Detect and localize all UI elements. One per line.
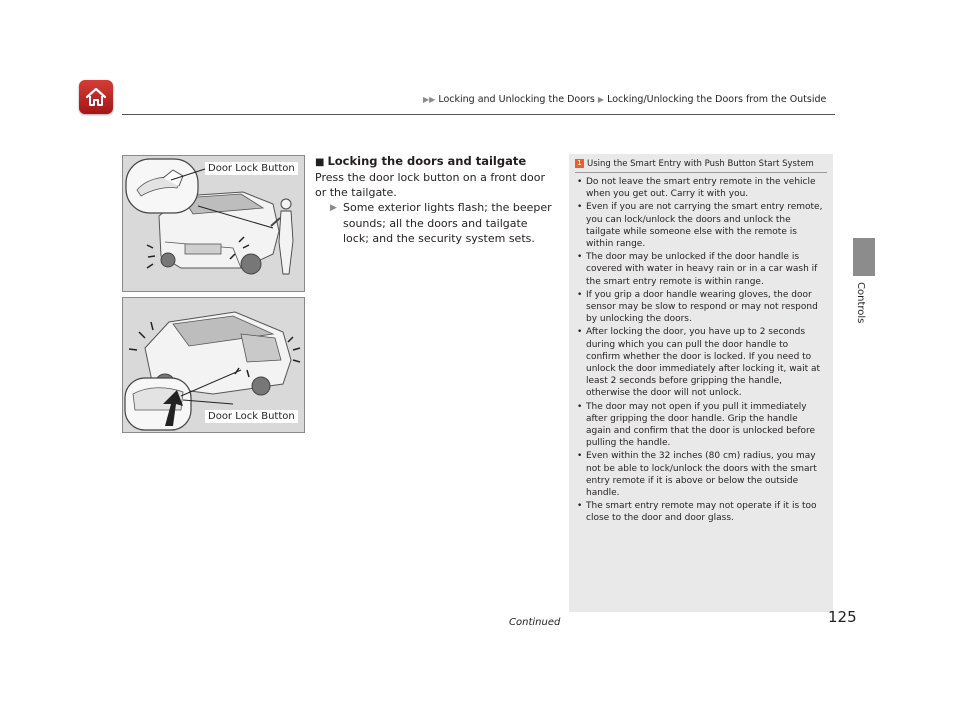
note-bullet: • If you grip a door handle wearing gloves, the door sensor may be slow to respond or may not respond by unlocking the doors. <box>577 289 818 325</box>
bullet-dot-icon: • <box>577 451 583 462</box>
side-tab-marker <box>853 238 875 276</box>
note-bullet: • Do not leave the smart entry remote in the vehicle when you get out. Carry it with you. <box>577 177 816 200</box>
note-bullet: • The smart entry remote may not operate if it is too close to the door and door glass. <box>577 501 817 524</box>
bullet-dot-icon: • <box>577 202 583 213</box>
section-result: ▶ Some exterior lights flash; the beeper sounds; all the doors and tailgate lock; and the security system sets. <box>330 201 552 245</box>
figure-front-door-lock <box>122 155 305 292</box>
page-number: 125 <box>828 608 857 626</box>
note-badge: 1 <box>575 159 584 168</box>
note-bullet: • After locking the door, you have up to 2 seconds during which you can pull the door handle to confirm whether the door is locked. If you need to unlock the door immediately after locking it, wait at least 2 seconds before gripping the handle, otherwise the door will not unlock. <box>577 327 821 399</box>
bullet-dot-icon: • <box>577 289 583 300</box>
callout-door-lock-button-top: Door Lock Button <box>205 162 298 175</box>
callout-door-lock-button-bottom: Door Lock Button <box>205 410 298 423</box>
continued-label: Continued <box>509 617 561 628</box>
breadcrumb-item-outside[interactable]: Locking/Unlocking the Doors from the Outside <box>607 94 827 105</box>
note-title[interactable]: 1 Using the Smart Entry with Push Button Start System <box>575 159 814 169</box>
note-divider <box>575 172 827 173</box>
bullet-dot-icon: • <box>577 501 583 512</box>
section-body: Press the door lock button on a front door or the tailgate. <box>315 171 546 199</box>
note-bullet-list <box>577 176 825 526</box>
section-heading: ■ Locking the doors and tailgate <box>315 154 527 168</box>
bullet-dot-icon: • <box>577 327 583 338</box>
home-icon <box>84 85 108 109</box>
home-button[interactable] <box>79 80 113 114</box>
figure-tailgate-lock <box>122 297 305 433</box>
note-bullet: • Even if you are not carrying the smart entry remote, you can lock/unlock the doors and unlock the tailgate while someone else with the remote is within range. <box>577 202 823 250</box>
note-bullet: • Even within the 32 inches (80 cm) radius, you may not be able to lock/unlock the doors with the smart entry remote if it is above or below the outside handle. <box>577 451 817 499</box>
bullet-dot-icon: • <box>577 177 583 187</box>
bullet-dot-icon: • <box>577 401 583 412</box>
note-bullet: • The door may not open if you pull it immediately after gripping the door handle. Grip the handle again and confirm that the door is unlocked before pulling the handle. <box>577 401 816 449</box>
breadcrumb <box>423 94 826 105</box>
result-arrow-icon: ▶ <box>330 203 337 213</box>
side-tab-label: Controls <box>855 282 866 324</box>
breadcrumb-arrow-icon: ▶ <box>597 95 605 104</box>
breadcrumb-item-locking[interactable]: Locking and Unlocking the Doors <box>438 94 595 105</box>
header-divider <box>122 114 835 115</box>
square-bullet-icon: ■ <box>315 157 325 168</box>
breadcrumb-arrow-icon: ▶▶ <box>423 95 436 104</box>
note-panel <box>569 154 833 612</box>
note-bullet: • The door may be unlocked if the door handle is covered with water in heavy rain or in a car wash if the smart entry remote is within range. <box>577 252 818 287</box>
suv-front-illustration <box>123 156 304 291</box>
bullet-dot-icon: • <box>577 252 583 263</box>
